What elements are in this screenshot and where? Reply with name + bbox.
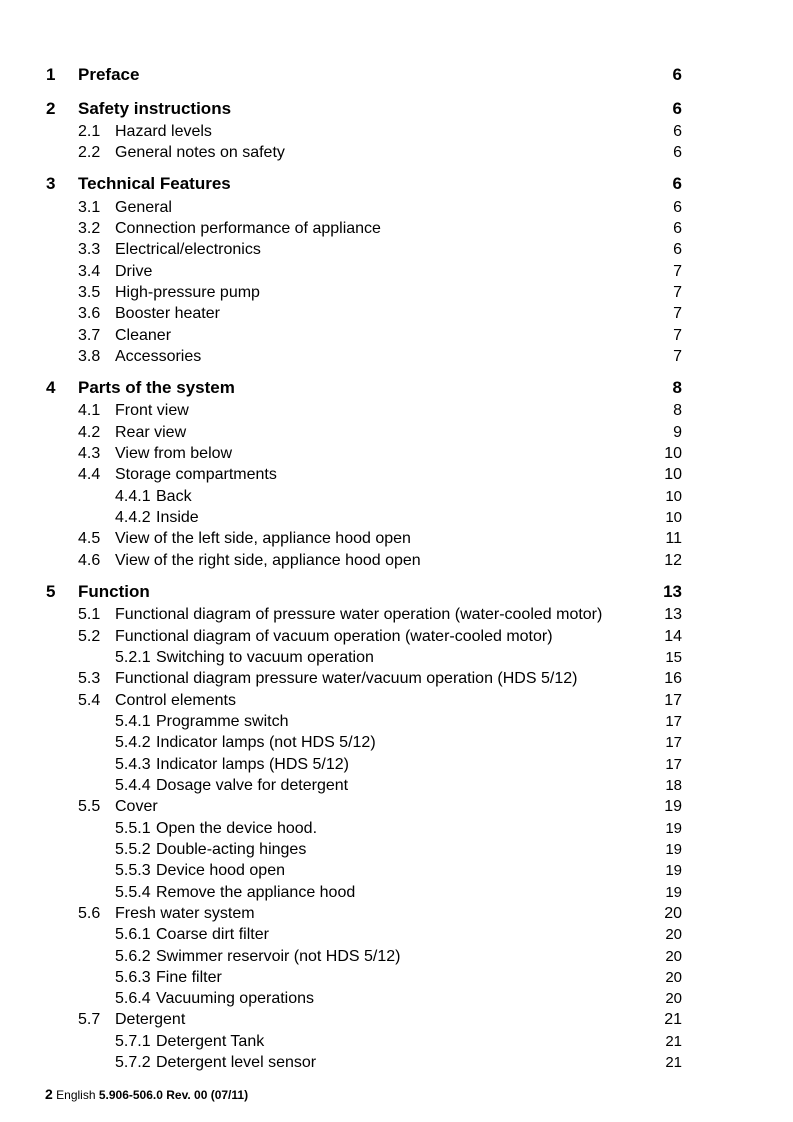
toc-entry-title: Storage compartments	[115, 466, 277, 483]
toc-entry-number: 5.6	[78, 905, 101, 922]
toc-entry	[0, 348, 793, 368]
toc-entry-page: 14	[664, 628, 682, 645]
toc-entry-title: Fresh water system	[115, 905, 255, 922]
toc-entry-title: Preface	[78, 65, 140, 84]
toc-entry-title: Technical Features	[78, 174, 231, 193]
toc-entry-number: 2	[46, 99, 56, 118]
toc-entry-page: 7	[673, 263, 682, 280]
toc-entry-title: Device hood open	[156, 862, 285, 879]
toc-entry-title: Fine filter	[156, 969, 222, 986]
toc-entry-page: 10	[664, 445, 682, 462]
toc-entry-title: Switching to vacuum operation	[156, 649, 374, 666]
toc-entry-page: 6	[673, 144, 682, 161]
toc-entry-page: 6	[672, 65, 682, 84]
toc-entry-number: 5.5.2	[115, 841, 151, 858]
toc-entry-number: 5.6.2	[115, 948, 151, 965]
toc-entry-number: 3.8	[78, 348, 101, 365]
toc-entry-page: 8	[672, 378, 682, 397]
footer-page-number: 2	[45, 1086, 53, 1102]
toc-entry-title: Functional diagram of pressure water operation (water-cooled motor)	[115, 606, 603, 623]
toc-entry-number: 5.4.1	[115, 713, 151, 730]
toc-entry-number: 4	[46, 378, 56, 397]
toc-entry-page: 20	[665, 926, 682, 943]
toc-entry-number: 5.3	[78, 670, 101, 687]
toc-entry	[0, 734, 793, 754]
toc-entry-number: 3.3	[78, 241, 101, 258]
toc-entry	[0, 445, 793, 465]
toc-entry-title: Double-acting hinges	[156, 841, 307, 858]
toc-entry-number: 4.3	[78, 445, 101, 462]
toc-entry	[0, 144, 793, 164]
toc-entry-title: Detergent level sensor	[156, 1054, 317, 1071]
toc-entry-title: General notes on safety	[115, 144, 285, 161]
toc-entry	[0, 905, 793, 925]
toc-entry-page: 17	[664, 692, 682, 709]
toc-entry-number: 5.2.1	[115, 649, 151, 666]
toc-entry-page: 6	[672, 99, 682, 118]
toc-entry	[0, 284, 793, 304]
toc-entry-title: Front view	[115, 402, 189, 419]
toc-entry-title: Functional diagram of vacuum operation (water-cooled motor)	[115, 628, 553, 645]
toc-entry-page: 19	[665, 841, 682, 858]
toc-entry-number: 4.4.2	[115, 509, 151, 526]
toc-entry	[0, 65, 793, 85]
toc-entry-page: 19	[664, 798, 682, 815]
toc-entry-number: 3.2	[78, 220, 101, 237]
toc-entry-page: 17	[665, 713, 682, 730]
toc-entry	[0, 99, 793, 119]
toc-entry-title: Control elements	[115, 692, 236, 709]
toc-entry-title: General	[115, 199, 172, 216]
toc-entry-number: 5.6.3	[115, 969, 151, 986]
toc-entry-page: 17	[665, 734, 682, 751]
toc-entry-number: 2.2	[78, 144, 101, 161]
toc-entry-number: 5	[46, 582, 56, 601]
toc-entry-page: 17	[665, 756, 682, 773]
toc-entry-page: 6	[673, 241, 682, 258]
toc-entry	[0, 1011, 793, 1031]
toc-entry	[0, 692, 793, 712]
toc-entry	[0, 820, 793, 840]
toc-entry-title: High-pressure pump	[115, 284, 260, 301]
toc-entry-number: 4.6	[78, 552, 101, 569]
toc-entry-number: 3	[46, 174, 56, 193]
toc-entry-title: Cleaner	[115, 327, 172, 344]
toc-entry-page: 20	[665, 969, 682, 986]
toc-entry-page: 7	[673, 327, 682, 344]
toc-entry-number: 5.7.1	[115, 1033, 151, 1050]
toc-entry-title: Back	[156, 488, 192, 505]
toc-entry-number: 3.4	[78, 263, 101, 280]
toc-entry	[0, 926, 793, 946]
toc-entry-page: 9	[673, 424, 682, 441]
toc-entry-page: 21	[664, 1011, 682, 1028]
toc-entry-page: 20	[665, 990, 682, 1007]
toc-entry-title: Programme switch	[156, 713, 289, 730]
toc-entry-title: View of the left side, appliance hood open	[115, 530, 411, 547]
toc-entry	[0, 582, 793, 602]
toc-entry-page: 21	[665, 1054, 682, 1071]
toc-entry-page: 6	[672, 174, 682, 193]
toc-entry	[0, 1033, 793, 1053]
footer-language: English	[56, 1088, 96, 1102]
toc-entry	[0, 263, 793, 283]
toc-entry-number: 4.1	[78, 402, 101, 419]
toc-entry-number: 1	[46, 65, 56, 84]
toc-entry-number: 5.2	[78, 628, 101, 645]
toc-entry-page: 20	[665, 948, 682, 965]
toc-entry-page: 19	[665, 820, 682, 837]
toc-entry	[0, 241, 793, 261]
toc-entry	[0, 305, 793, 325]
toc-entry-page: 6	[673, 123, 682, 140]
toc-entry-number: 3.5	[78, 284, 101, 301]
toc-entry-title: Detergent	[115, 1011, 186, 1028]
toc-entry-number: 4.4	[78, 466, 101, 483]
toc-entry-title: Dosage valve for detergent	[156, 777, 349, 794]
toc-entry-title: Connection performance of appliance	[115, 220, 381, 237]
footer-document-reference: 5.906-506.0 Rev. 00 (07/11)	[98, 1088, 249, 1102]
toc-entry-number: 5.4.2	[115, 734, 151, 751]
toc-entry	[0, 948, 793, 968]
toc-entry-number: 5.7	[78, 1011, 101, 1028]
toc-entry-number: 5.4.3	[115, 756, 151, 773]
toc-entry-title: Hazard levels	[115, 123, 212, 140]
toc-entry-title: Vacuuming operations	[156, 990, 315, 1007]
toc-entry-title: Accessories	[115, 348, 202, 365]
toc-entry	[0, 713, 793, 733]
toc-entry	[0, 969, 793, 989]
toc-entry	[0, 378, 793, 398]
toc-entry-number: 2.1	[78, 123, 101, 140]
toc-entry-page: 15	[665, 649, 682, 666]
toc-entry-page: 10	[665, 509, 682, 526]
toc-entry	[0, 862, 793, 882]
toc-entry-title: Coarse dirt filter	[156, 926, 269, 943]
toc-entry	[0, 649, 793, 669]
toc-entry	[0, 530, 793, 550]
toc-entry	[0, 670, 793, 690]
toc-entry-page: 19	[665, 884, 682, 901]
toc-entry	[0, 628, 793, 648]
toc-entry-page: 7	[673, 348, 682, 365]
toc-entry-number: 5.7.2	[115, 1054, 151, 1071]
toc-entry-page: 8	[673, 402, 682, 419]
toc-entry-page: 7	[673, 305, 682, 322]
toc-entry	[0, 756, 793, 776]
toc-entry-page: 13	[663, 582, 682, 601]
toc-entry-title: Rear view	[115, 424, 187, 441]
toc-entry-number: 5.6.4	[115, 990, 151, 1007]
toc-entry	[0, 884, 793, 904]
toc-entry-title: Function	[78, 582, 150, 601]
toc-entry-title: Swimmer reservoir (not HDS 5/12)	[156, 948, 401, 965]
toc-entry	[0, 509, 793, 529]
page-footer	[45, 1086, 248, 1102]
toc-entry	[0, 199, 793, 219]
toc-entry-title: Parts of the system	[78, 378, 235, 397]
toc-entry	[0, 798, 793, 818]
toc-entry-title: Electrical/electronics	[115, 241, 261, 258]
toc-entry-number: 5.5.4	[115, 884, 151, 901]
toc-entry-page: 10	[664, 466, 682, 483]
toc-entry-title: Booster heater	[115, 305, 220, 322]
toc-entry-title: Cover	[115, 798, 158, 815]
toc-entry	[0, 990, 793, 1010]
toc-entry-number: 5.5.1	[115, 820, 151, 837]
toc-entry-title: Indicator lamps (HDS 5/12)	[156, 756, 349, 773]
toc-entry-title: Drive	[115, 263, 153, 280]
toc-entry-page: 11	[665, 530, 682, 547]
toc-entry-title: Open the device hood.	[156, 820, 318, 837]
toc-entry-number: 3.7	[78, 327, 101, 344]
toc-entry-title: Functional diagram pressure water/vacuum operation (HDS 5/12)	[115, 670, 578, 687]
toc-entry-title: View of the right side, appliance hood open	[115, 552, 421, 569]
toc-entry-number: 4.2	[78, 424, 101, 441]
toc-entry-page: 21	[665, 1033, 682, 1050]
toc-entry-number: 5.4	[78, 692, 101, 709]
toc-entry	[0, 424, 793, 444]
toc-entry	[0, 841, 793, 861]
toc-entry-number: 3.1	[78, 199, 101, 216]
toc-entry-title: Inside	[156, 509, 199, 526]
toc-entry-page: 12	[664, 552, 682, 569]
toc-entry	[0, 123, 793, 143]
toc-entry-number: 5.5	[78, 798, 101, 815]
toc-entry-title: Indicator lamps (not HDS 5/12)	[156, 734, 376, 751]
toc-entry	[0, 777, 793, 797]
toc-entry-title: Safety instructions	[78, 99, 232, 118]
toc-entry-number: 5.4.4	[115, 777, 151, 794]
toc-entry-number: 4.4.1	[115, 488, 151, 505]
toc-entry	[0, 1054, 793, 1074]
toc-entry-page: 16	[664, 670, 682, 687]
toc-entry-number: 4.5	[78, 530, 101, 547]
toc-entry-page: 6	[673, 220, 682, 237]
toc-entry-page: 18	[665, 777, 682, 794]
toc-entry-number: 3.6	[78, 305, 101, 322]
toc-entry	[0, 402, 793, 422]
toc-entry-page: 19	[665, 862, 682, 879]
toc-entry-title: Remove the appliance hood	[156, 884, 356, 901]
toc-entry-page: 6	[673, 199, 682, 216]
toc-entry	[0, 174, 793, 194]
toc-entry-number: 5.5.3	[115, 862, 151, 879]
toc-entry-title: Detergent Tank	[156, 1033, 265, 1050]
toc-entry	[0, 220, 793, 240]
toc-entry	[0, 466, 793, 486]
toc-entry-page: 20	[664, 905, 682, 922]
toc-entry-number: 5.6.1	[115, 926, 151, 943]
toc-entry	[0, 488, 793, 508]
toc-entry-page: 7	[673, 284, 682, 301]
toc-entry	[0, 606, 793, 626]
toc-entry-title: View from below	[115, 445, 233, 462]
toc-entry-page: 10	[665, 488, 682, 505]
toc-entry	[0, 327, 793, 347]
toc-entry-number: 5.1	[78, 606, 101, 623]
toc-entry	[0, 552, 793, 572]
toc-entry-page: 13	[664, 606, 682, 623]
